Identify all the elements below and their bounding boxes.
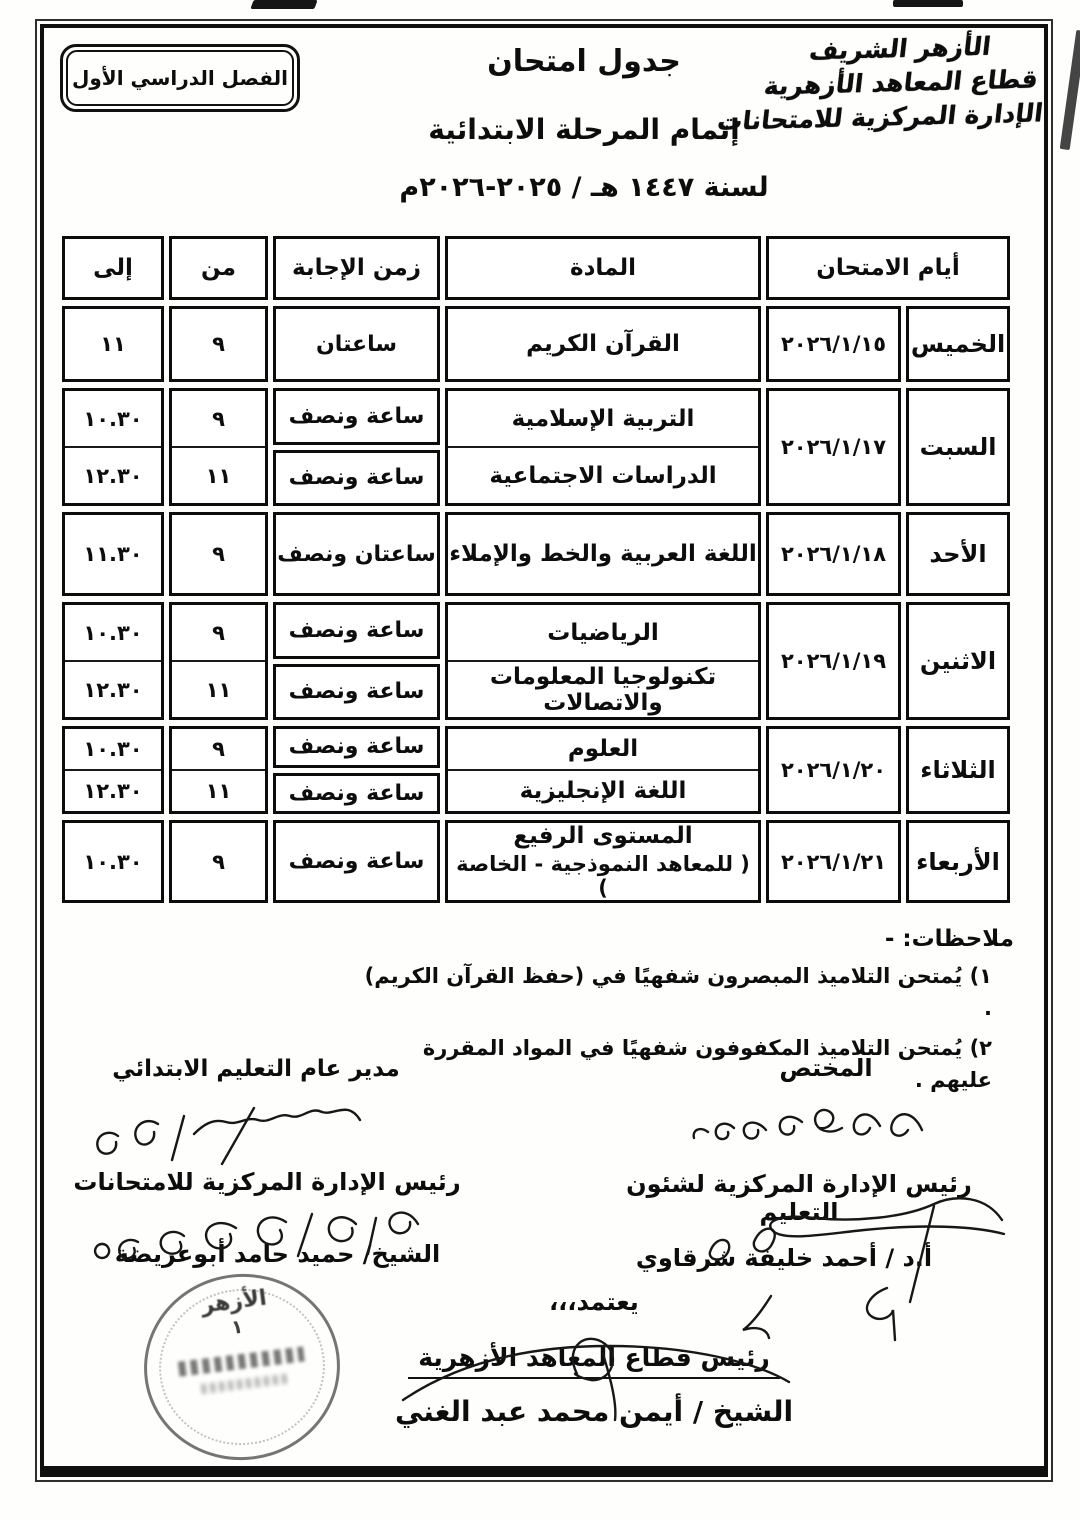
time-to-cell: ١١.٣٠ [62, 512, 164, 596]
primary-education-director-title: مدير عام التعليم الابتدائي [112, 1056, 400, 1082]
exam-day-row [62, 512, 1010, 596]
exam-day-row [62, 388, 1010, 506]
subject-name: المستوى الرفيع [513, 823, 693, 849]
subject-cell [445, 388, 761, 506]
duration-cell [273, 726, 440, 814]
header-exam-days: أيام الامتحان [766, 236, 1010, 300]
subject-cell [445, 820, 761, 903]
subject-note: ( للمعاهد النموذجية - الخاصة ) [456, 852, 750, 900]
scan-smudge [250, 0, 317, 9]
subject-name: التربية الإسلامية [511, 405, 695, 432]
page-subtitle: إتمام المرحلة الابتدائية [428, 113, 740, 146]
time-to: ١٠.٣٠ [83, 406, 143, 431]
time-to-cell [62, 726, 164, 814]
note-item: ٢) يُمتحن التلاميذ المكفوفون شفهيًا في المواد المقررة عليهم . [422, 1036, 992, 1092]
time-to-cell [62, 388, 164, 506]
specialist-title: المختص [779, 1054, 873, 1082]
exams-administration-head-name: الشيخ/ حميد حامد أبوعريضة [114, 1240, 441, 1268]
day-cell: السبت [906, 388, 1010, 506]
exam-day-row [62, 306, 1010, 382]
exam-day-row [62, 726, 1010, 814]
notes-section [364, 926, 1014, 1096]
time-from: ١١ [172, 769, 265, 811]
time-from-cell: ٩ [169, 820, 268, 903]
time-from: ٩ [212, 406, 225, 431]
exam-day-row [62, 602, 1010, 720]
date-cell: ٢٠٢٦/١/١٩ [766, 602, 901, 720]
time-from-cell [169, 726, 268, 814]
time-to: ١٠.٣٠ [83, 620, 143, 645]
day-cell: الأربعاء [906, 820, 1010, 903]
azhar-round-stamp [133, 1263, 350, 1472]
day-cell: الاثنين [906, 602, 1010, 720]
notes-title: ملاحظات: - [884, 926, 1014, 952]
approval-word: يعتمد،،، [549, 1288, 639, 1316]
duration-box: ساعة ونصف [273, 388, 440, 445]
stamp-faded-band [178, 1346, 305, 1376]
subject-name: القرآن الكريم [526, 331, 680, 357]
duration-cell [273, 388, 440, 506]
logo-line: الإدارة المركزية للامتحانات [715, 97, 1045, 136]
duration-cell: ساعة ونصف [273, 820, 440, 903]
subject-cell [445, 512, 761, 596]
document-frame [40, 24, 1048, 1477]
scan-smudge [1060, 30, 1080, 150]
header-subject: المادة [445, 236, 761, 300]
education-affairs-head-title: رئيس الإدارة المركزية لشئون التعليم [626, 1170, 972, 1226]
exam-table [62, 236, 1010, 900]
subject-name: الرياضيات [547, 619, 659, 646]
subject-cell [445, 726, 761, 814]
subject-name: تكنولوجيا المعلومات والاتصالات [448, 660, 758, 717]
time-to-cell: ١١ [62, 306, 164, 382]
time-from: ٩ [212, 620, 225, 645]
time-to: ١٢.٣٠ [65, 446, 161, 503]
time-from: ١١ [172, 446, 265, 503]
logo-line: قطاع المعاهد الأزهرية [762, 64, 1040, 101]
time-from-cell: ٩ [169, 512, 268, 596]
semester-label: الفصل الدراسي الأول [72, 66, 288, 90]
subject-name: العلوم [567, 736, 639, 762]
table-header-row [62, 236, 1010, 300]
stamp-text: الأزهر [199, 1285, 269, 1319]
time-to-cell: ١٠.٣٠ [62, 820, 164, 903]
date-cell: ٢٠٢٦/١/١٧ [766, 388, 901, 506]
semester-box [60, 44, 300, 112]
duration-box: ساعة ونصف [273, 450, 440, 507]
note-item: ١) يُمتحن التلاميذ المبصرون شفهيًا في (حفظ القرآن الكريم) . [364, 964, 992, 1020]
duration-box: ساعة ونصف [273, 602, 440, 659]
duration-box: ساعة ونصف [273, 773, 440, 815]
time-from-cell: ٩ [169, 306, 268, 382]
header-duration: زمن الإجابة [273, 236, 440, 300]
title-block [344, 44, 824, 203]
stamp-number: ١ [230, 1315, 245, 1339]
specialist-signature-icon [684, 1090, 934, 1162]
time-from: ١١ [172, 660, 265, 717]
date-cell: ٢٠٢٦/١/٢٠ [766, 726, 901, 814]
education-affairs-head-name: أ.د / أحمد خليفة شرقاوي [635, 1244, 933, 1272]
duration-cell: ساعتان ونصف [273, 512, 440, 596]
sector-head-name: الشيخ / أيمن محمد عبد الغني [394, 1395, 794, 1428]
exams-administration-head-title: رئيس الإدارة المركزية للامتحانات [73, 1168, 461, 1196]
subject-name: اللغة العربية والخط والإملاء [449, 541, 757, 567]
day-cell: الثلاثاء [906, 726, 1010, 814]
day-cell: الخميس [906, 306, 1010, 382]
date-cell: ٢٠٢٦/١/١٨ [766, 512, 901, 596]
duration-cell [273, 602, 440, 720]
approval-block [364, 1288, 824, 1428]
page-title: جدول امتحان [487, 44, 681, 79]
time-to: ١٠.٣٠ [83, 737, 143, 761]
header-from: من [169, 236, 268, 300]
scan-smudge [893, 0, 963, 7]
stamp-faded-band [201, 1374, 288, 1394]
exam-day-row [62, 820, 1010, 900]
sector-head-title: رئيس قطاع المعاهد الأزهرية [408, 1343, 780, 1379]
time-from-cell [169, 388, 268, 506]
subject-cell [445, 306, 761, 382]
duration-box: ساعة ونصف [273, 726, 440, 768]
subject-name: اللغة الإنجليزية [448, 769, 758, 811]
time-to-cell [62, 602, 164, 720]
date-cell: ٢٠٢٦/١/٢١ [766, 820, 901, 903]
time-to: ١٢.٣٠ [65, 769, 161, 811]
date-cell: ٢٠٢٦/١/١٥ [766, 306, 901, 382]
time-from: ٩ [212, 737, 225, 761]
time-from-cell [169, 602, 268, 720]
logo-line: الأزهر الشريف [807, 31, 993, 66]
page-year-line: لسنة ١٤٤٧ هـ / ٢٠٢٥-٢٠٢٦م [399, 172, 769, 203]
header-to: إلى [62, 236, 164, 300]
time-to: ١٢.٣٠ [65, 660, 161, 717]
duration-cell: ساعتان [273, 306, 440, 382]
duration-box: ساعة ونصف [273, 664, 440, 721]
day-cell: الأحد [906, 512, 1010, 596]
subject-cell [445, 602, 761, 720]
subject-name: الدراسات الاجتماعية [448, 446, 758, 503]
